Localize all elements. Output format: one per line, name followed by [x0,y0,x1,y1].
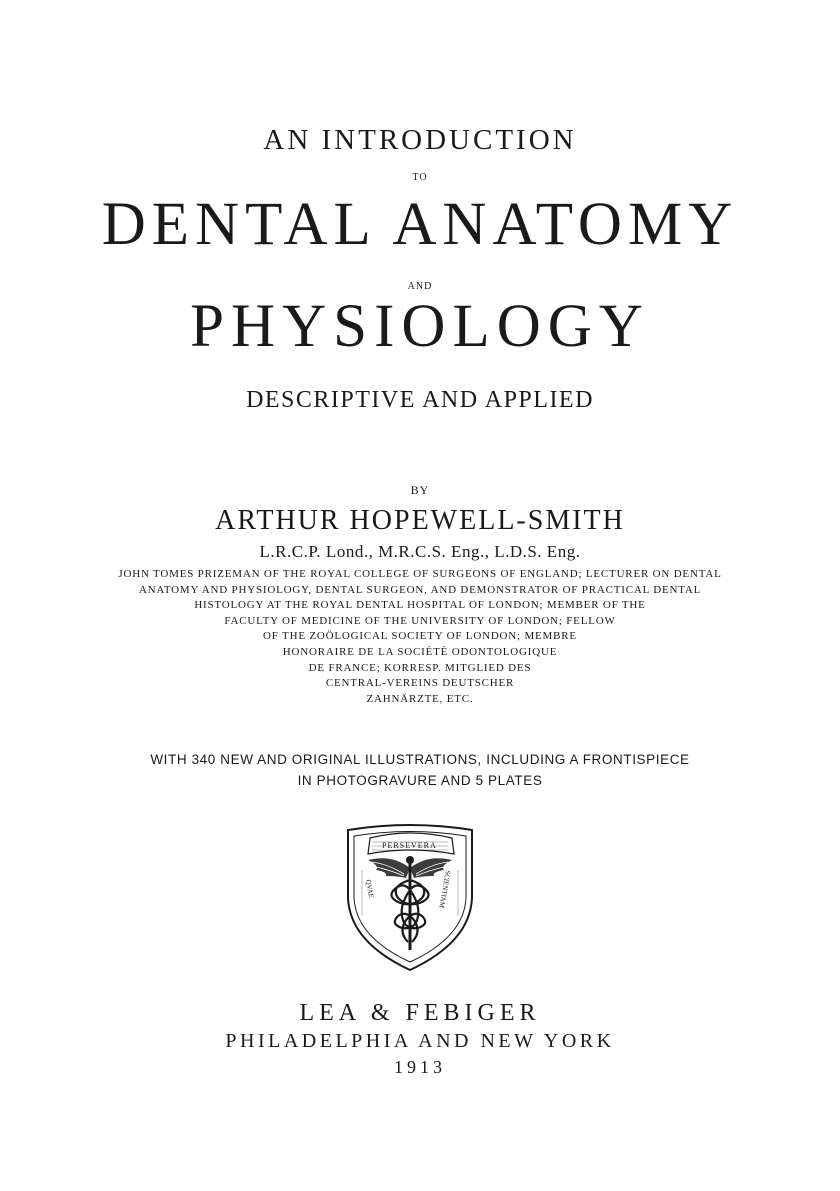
credential-line: HONORAIRE DE LA SOCIÉTÉ ODONTOLOGIQUE [282,645,558,658]
title-line-physiology: PHYSIOLOGY [190,293,650,360]
credential-line: JOHN TOMES PRIZEMAN OF THE ROYAL COLLEGE OF SURGEONS OF ENGLAND; LECTURER ON DENTAL [118,568,722,580]
illustrations-note-line2: IN PHOTOGRAVURE AND 5 PLATES [297,773,543,788]
publication-year: 1913 [394,1057,446,1077]
subtitle: DESCRIPTIVE AND APPLIED [246,387,594,413]
svg-text:QVAE: QVAE [364,878,376,899]
credential-line: FACULTY OF MEDICINE OF THE UNIVERSITY OF LONDON; FELLOW [224,614,616,627]
title-line-dental-anatomy: DENTAL ANATOMY [101,191,739,258]
title-connector-and: AND [407,281,433,292]
publisher-cities: PHILADELPHIA AND NEW YORK [225,1030,615,1052]
svg-text:SCIENTIAM: SCIENTIAM [437,869,452,909]
title-connector-to: TO [412,172,428,183]
illustrations-note-line1: WITH 340 NEW AND ORIGINAL ILLUSTRATIONS, INCLUDING A FRONTISPIECE [150,752,690,767]
author-credentials [0,567,840,707]
title-line-intro: AN INTRODUCTION [263,124,577,156]
credential-line: HISTOLOGY AT THE ROYAL DENTAL HOSPITAL OF LONDON; MEMBER OF THE [194,599,646,612]
credential-line: ZAHNÄRZTE, ETC. [366,692,474,705]
publisher-name: LEA & FEBIGER [299,1000,541,1026]
caduceus-shield-icon [342,820,478,972]
svg-text:PERSEVERA: PERSEVERA [382,841,437,850]
credential-line: ANATOMY AND PHYSIOLOGY, DENTAL SURGEON, AND DEMONSTRATOR OF PRACTICAL DENTAL [138,583,702,596]
credential-line: CENTRAL-VEREINS DEUTSCHER [325,677,515,690]
by-line: BY [410,483,430,497]
author-qualifications: L.R.C.P. Lond., M.R.C.S. Eng., L.D.S. Eng. [259,542,581,561]
author-name: ARTHUR HOPEWELL-SMITH [215,505,625,536]
credential-line: DE FRANCE; KORRESP. MITGLIED DES [308,661,532,674]
credential-line: OF THE ZOÖLOGICAL SOCIETY OF LONDON; MEMBRE [263,630,577,643]
